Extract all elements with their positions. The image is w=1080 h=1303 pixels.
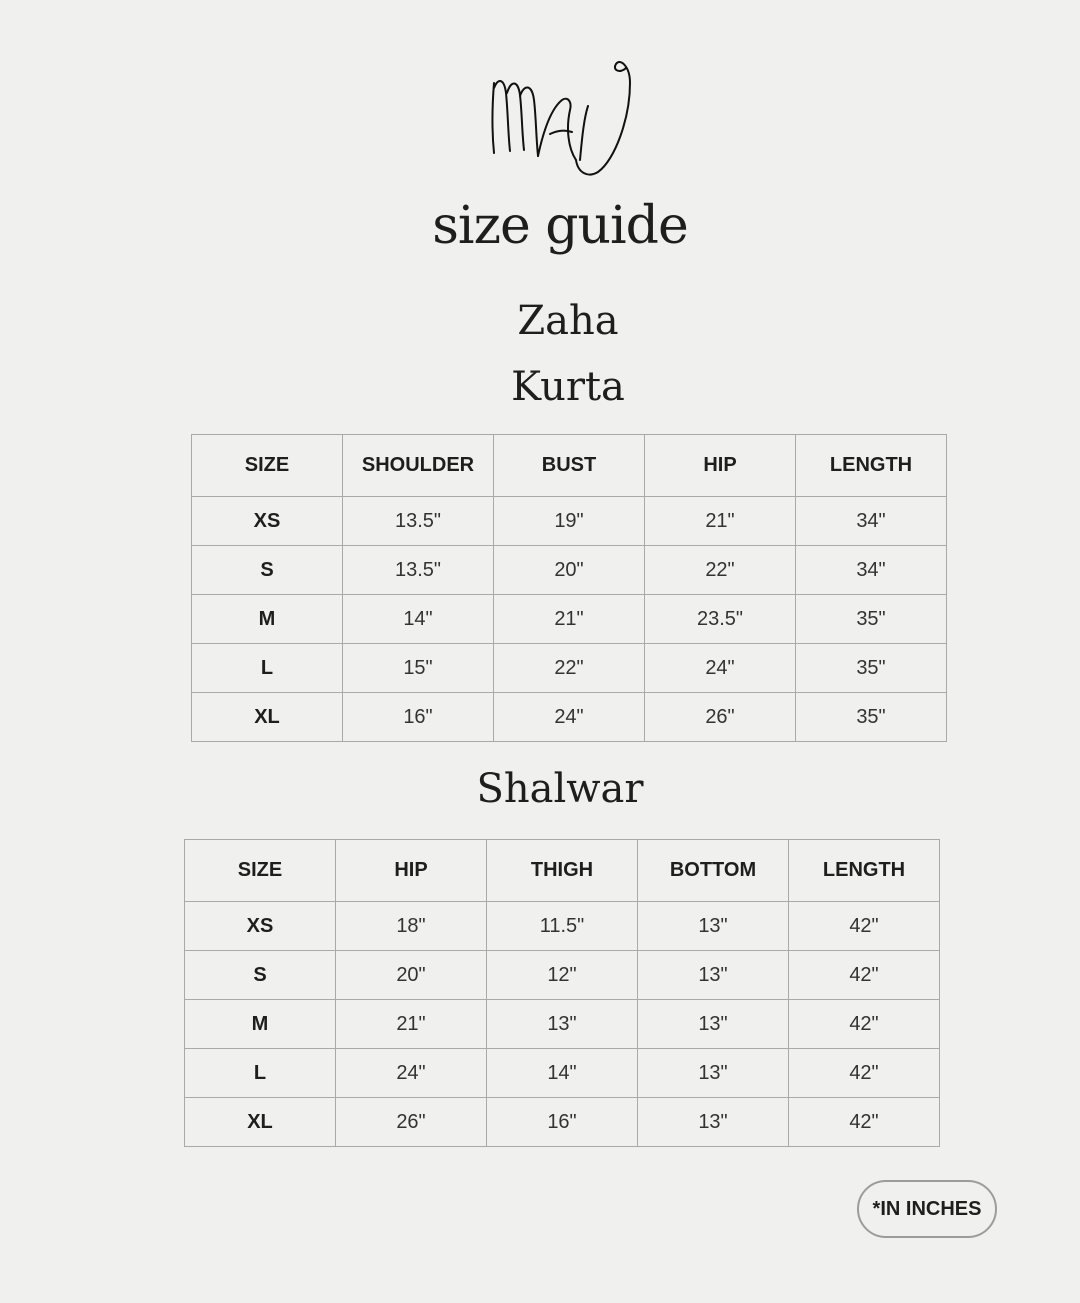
table-cell: 23.5" (645, 595, 796, 644)
table-cell: 35" (796, 595, 947, 644)
column-header: LENGTH (796, 435, 947, 497)
table-cell: 42" (789, 1098, 940, 1147)
table-row (192, 595, 947, 644)
table-cell: 42" (789, 951, 940, 1000)
size-cell: XS (192, 497, 343, 546)
column-header: BUST (494, 435, 645, 497)
table-cell: 18" (336, 902, 487, 951)
column-header: SIZE (185, 840, 336, 902)
table-cell: 22" (494, 644, 645, 693)
column-header: HIP (645, 435, 796, 497)
table-cell: 21" (336, 1000, 487, 1049)
table-row (185, 1049, 940, 1098)
size-cell: M (192, 595, 343, 644)
size-cell: L (192, 644, 343, 693)
size-cell: XL (192, 693, 343, 742)
column-header: THIGH (487, 840, 638, 902)
table-cell: 26" (336, 1098, 487, 1147)
table-cell: 16" (343, 693, 494, 742)
table-cell: 26" (645, 693, 796, 742)
table-cell: 21" (494, 595, 645, 644)
table-cell: 16" (487, 1098, 638, 1147)
table-cell: 13" (638, 951, 789, 1000)
column-header: HIP (336, 840, 487, 902)
table-cell: 13.5" (343, 497, 494, 546)
size-cell: S (185, 951, 336, 1000)
table-row (192, 546, 947, 595)
table-row (185, 902, 940, 951)
table-cell: 13" (638, 902, 789, 951)
size-cell: M (185, 1000, 336, 1049)
size-cell: XS (185, 902, 336, 951)
shalwar-size-table (184, 839, 940, 1147)
table-row (192, 644, 947, 693)
collection-title: Zaha (517, 298, 619, 344)
table-cell: 13.5" (343, 546, 494, 595)
table-row (192, 497, 947, 546)
table-header-row (192, 435, 947, 497)
table-cell: 20" (336, 951, 487, 1000)
table-cell: 42" (789, 1049, 940, 1098)
column-header: SIZE (192, 435, 343, 497)
table-cell: 13" (638, 1000, 789, 1049)
table-cell: 24" (645, 644, 796, 693)
column-header: LENGTH (789, 840, 940, 902)
page-title: size guide (432, 196, 688, 256)
table-cell: 19" (494, 497, 645, 546)
table-cell: 42" (789, 1000, 940, 1049)
size-cell: L (185, 1049, 336, 1098)
table-cell: 14" (343, 595, 494, 644)
shalwar-section-title: Shalwar (476, 766, 644, 812)
table-row (185, 1098, 940, 1147)
kurta-section-title: Kurta (511, 364, 625, 410)
signature-monogram-icon (480, 48, 650, 183)
table-cell: 34" (796, 546, 947, 595)
column-header: BOTTOM (638, 840, 789, 902)
table-cell: 15" (343, 644, 494, 693)
size-cell: S (192, 546, 343, 595)
table-cell: 20" (494, 546, 645, 595)
table-cell: 12" (487, 951, 638, 1000)
table-header-row (185, 840, 940, 902)
table-cell: 34" (796, 497, 947, 546)
table-cell: 21" (645, 497, 796, 546)
table-cell: 13" (638, 1049, 789, 1098)
units-note-badge: *IN INCHES (857, 1180, 997, 1238)
table-cell: 13" (638, 1098, 789, 1147)
table-cell: 11.5" (487, 902, 638, 951)
column-header: SHOULDER (343, 435, 494, 497)
table-cell: 24" (494, 693, 645, 742)
size-cell: XL (185, 1098, 336, 1147)
kurta-size-table (191, 434, 947, 742)
table-cell: 22" (645, 546, 796, 595)
table-row (185, 1000, 940, 1049)
table-cell: 35" (796, 693, 947, 742)
table-cell: 35" (796, 644, 947, 693)
table-cell: 24" (336, 1049, 487, 1098)
table-cell: 14" (487, 1049, 638, 1098)
table-cell: 42" (789, 902, 940, 951)
table-row (192, 693, 947, 742)
table-row (185, 951, 940, 1000)
table-cell: 13" (487, 1000, 638, 1049)
